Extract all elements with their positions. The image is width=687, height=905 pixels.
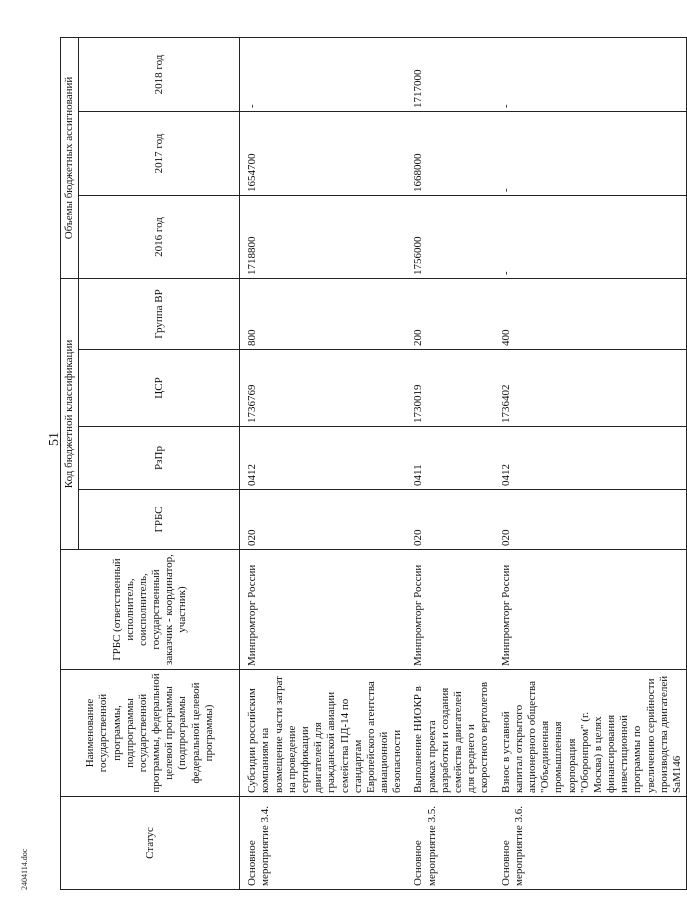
- header-year-2017: 2017 год: [79, 111, 240, 195]
- row-year-2017: 1668000: [406, 111, 493, 195]
- row-csr: 1730019: [406, 350, 493, 427]
- header-status: Статус: [61, 797, 240, 890]
- row-grbs-code: 020: [494, 490, 687, 550]
- header-grbs-code: ГРБС: [79, 490, 240, 550]
- row-grbs-name: Минпромторг России: [494, 550, 687, 670]
- row-rzpr: 0412: [240, 427, 407, 490]
- page-number: 51: [47, 432, 62, 446]
- row-program-name: Выполнение НИОКР в рамках проекта разработки и создания семейства двигателей для среднего и скоростного вертолетов: [406, 670, 493, 797]
- header-budget-volume: Объемы бюджетных ассигнований: [61, 37, 79, 278]
- header-budget-classification: Код бюджетной классификации: [61, 278, 79, 549]
- row-status: Основное мероприятие 3.4.: [240, 797, 407, 890]
- table-row: [240, 37, 407, 889]
- header-rzpr: РзПр: [79, 427, 240, 490]
- header-year-2018: 2018 год: [79, 37, 240, 111]
- row-year-2016: -: [494, 195, 687, 278]
- row-vr-group: 200: [406, 278, 493, 349]
- header-grbs-responsible: ГРБС (ответственный исполнитель, соисполнитель, государственный заказчик - координатор, участник): [61, 550, 240, 670]
- row-year-2018: -: [494, 37, 687, 111]
- budget-table-wrapper: [60, 38, 683, 890]
- row-grbs-code: 020: [240, 490, 407, 550]
- row-program-name: Субсидии российским компаниям на возмещение части затрат на проведение сертификации двигателей для гражданской авиации семейства ПД-14 по стандартам Европейского агентства авиационной безопасности: [240, 670, 407, 797]
- row-status: Основное мероприятие 3.5.: [406, 797, 493, 890]
- row-csr: 1736769: [240, 350, 407, 427]
- row-csr: 1736402: [494, 350, 687, 427]
- row-vr-group: 800: [240, 278, 407, 349]
- row-year-2018: -: [240, 37, 407, 111]
- row-program-name: Взнос в уставной капитал открытого акционерного общества "Объединенная промышленная корпорация "Оборонпром" (г. Москва) в целях финансирования инвестиционной программы по увеличению серийности производства двигателей SaM146: [494, 670, 687, 797]
- header-csr: ЦСР: [79, 350, 240, 427]
- row-grbs-name: Минпромторг России: [406, 550, 493, 670]
- row-year-2016: 1718800: [240, 195, 407, 278]
- row-year-2018: 1717000: [406, 37, 493, 111]
- header-program-name: Наименование государственной программы, подпрограммы государственной программы, федеральной целевой программы (подпрограммы федеральной целевой программы): [61, 670, 240, 797]
- table-row: [406, 37, 493, 889]
- table-row: [494, 37, 687, 889]
- header-vr-group: Группа ВР: [79, 278, 240, 349]
- header-year-2016: 2016 год: [79, 195, 240, 278]
- row-rzpr: 0411: [406, 427, 493, 490]
- row-vr-group: 400: [494, 278, 687, 349]
- row-grbs-code: 020: [406, 490, 493, 550]
- row-year-2016: 1756000: [406, 195, 493, 278]
- row-year-2017: -: [494, 111, 687, 195]
- row-year-2017: 1654700: [240, 111, 407, 195]
- document-footer: 2404114.doc: [20, 848, 29, 890]
- row-status: Основное мероприятие 3.6.: [494, 797, 687, 890]
- budget-table: [60, 37, 687, 890]
- row-rzpr: 0412: [494, 427, 687, 490]
- row-grbs-name: Минпромторг России: [240, 550, 407, 670]
